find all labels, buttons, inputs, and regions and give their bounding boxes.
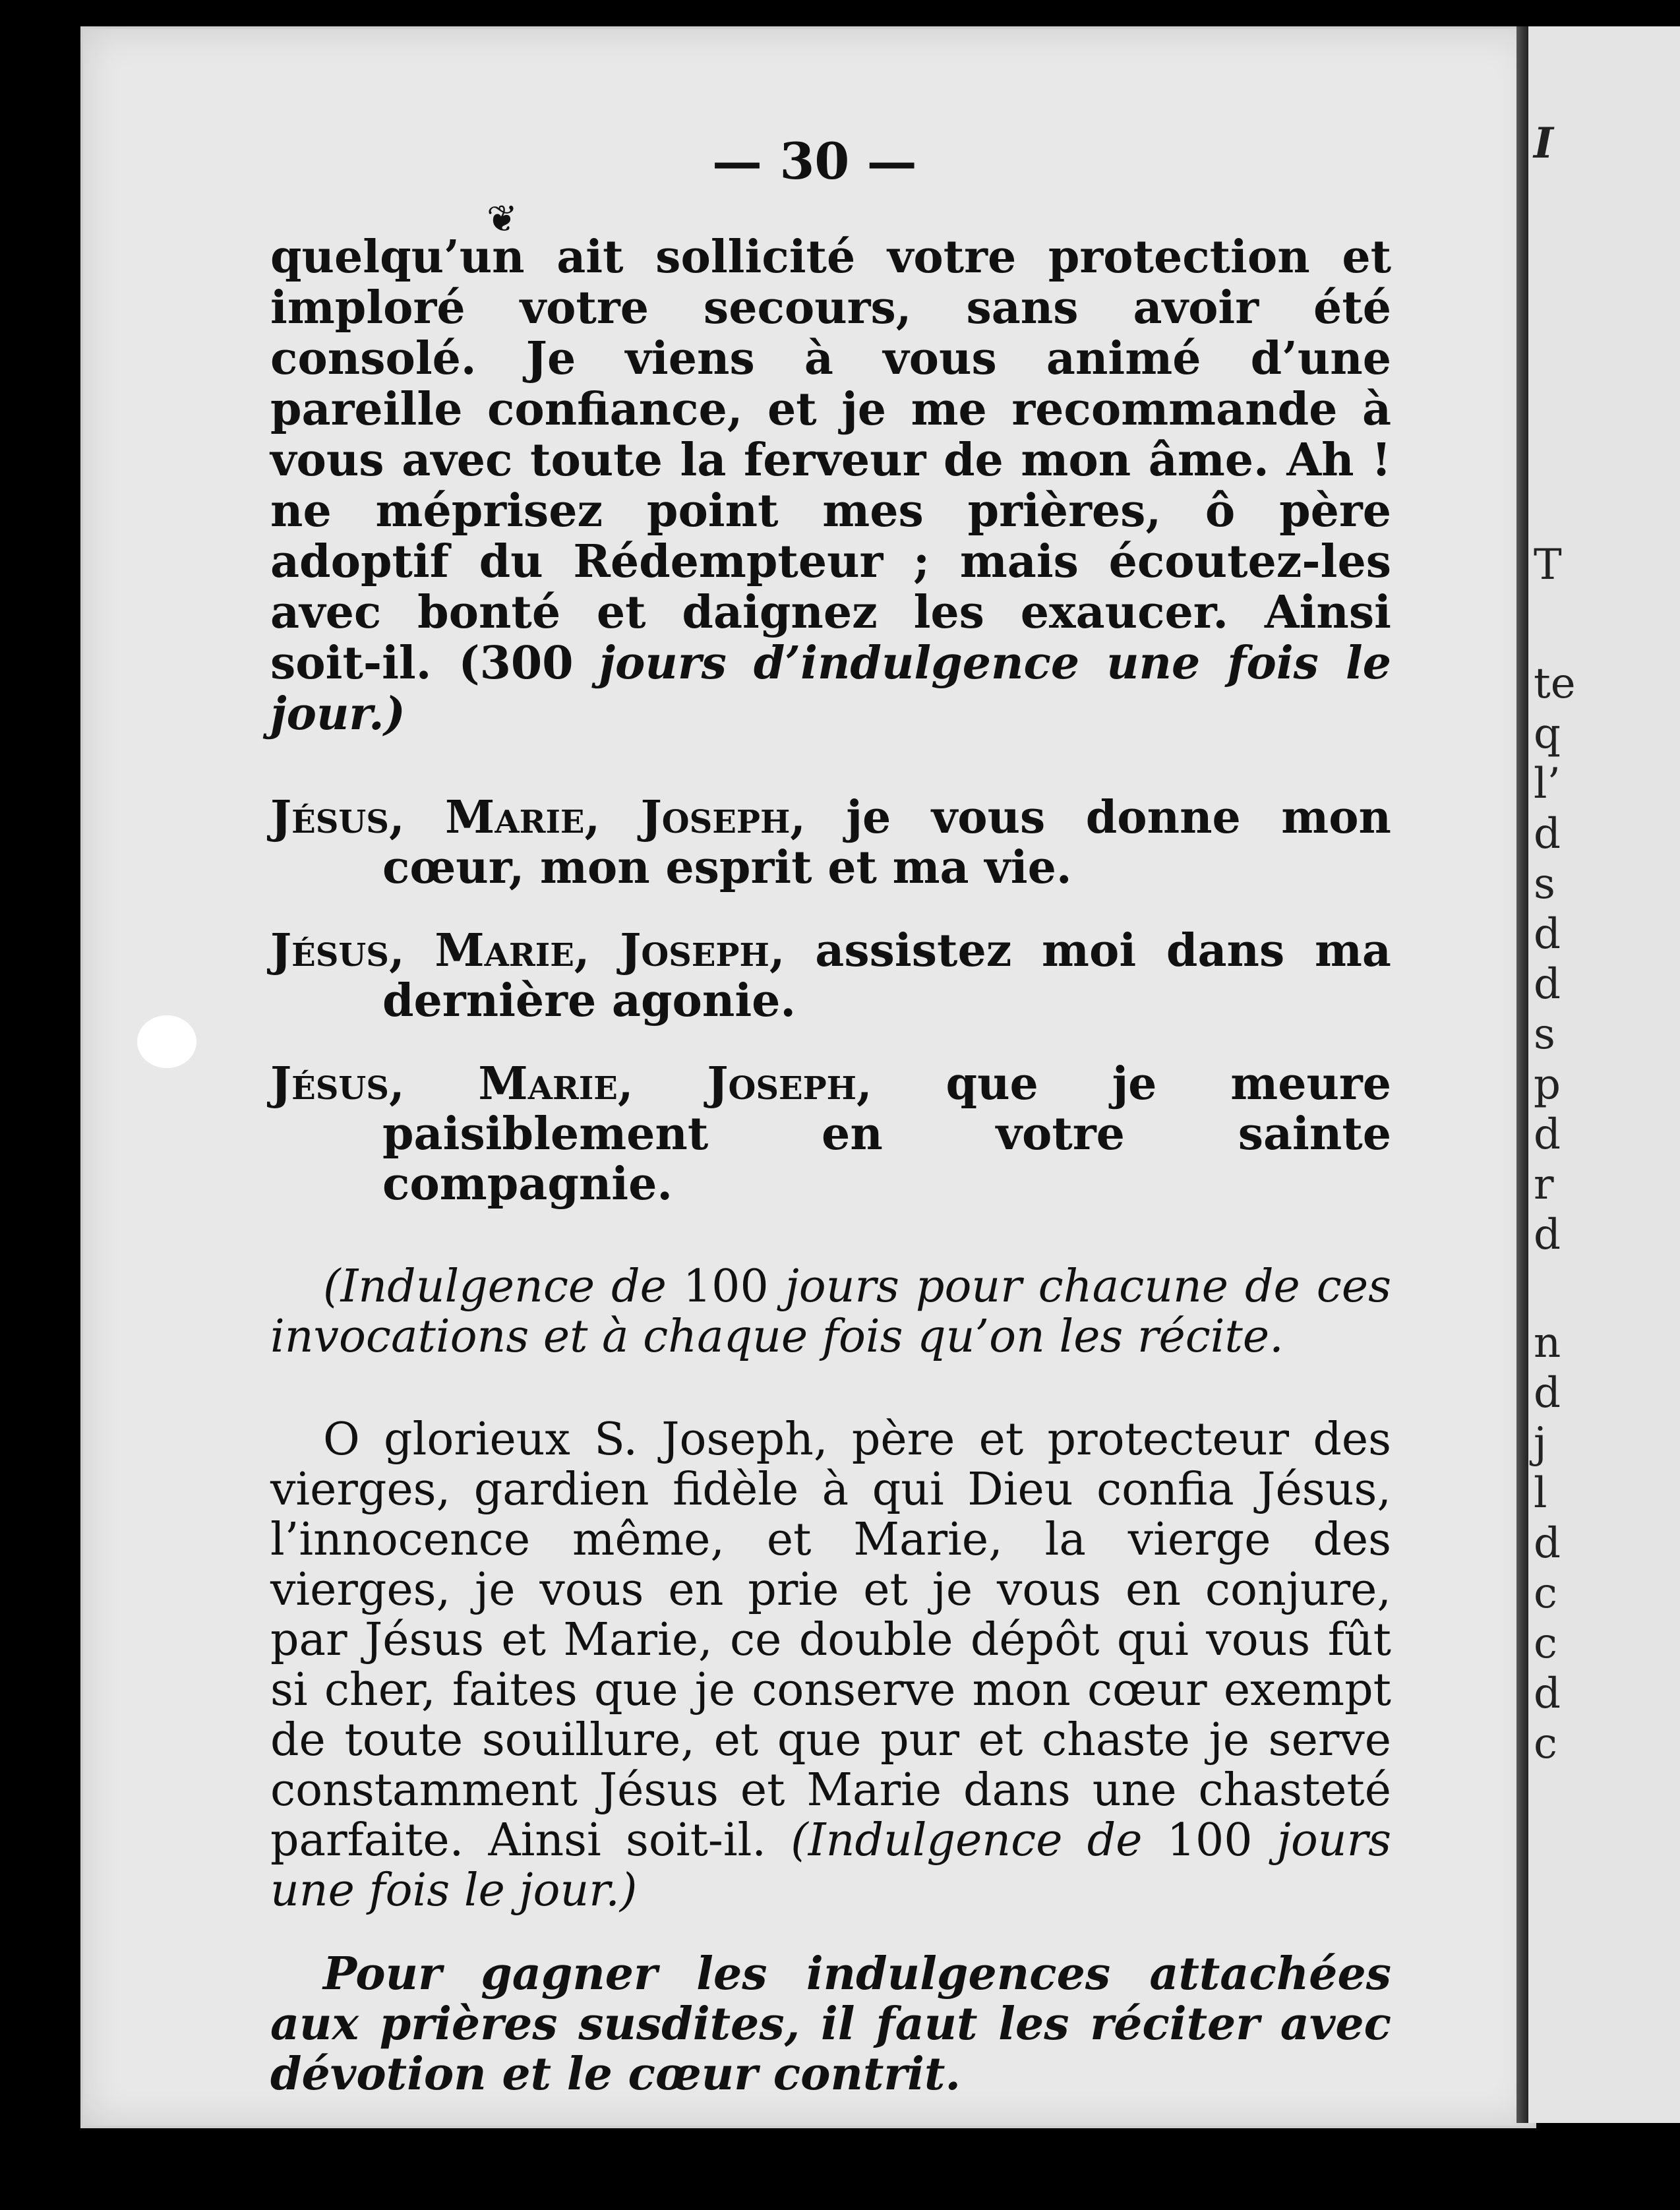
- right-page-fragment: l: [1534, 1469, 1547, 1518]
- invocation-names: Jésus, Marie, Joseph,: [270, 791, 806, 844]
- right-page-fragment: d: [1534, 960, 1561, 1009]
- prayer-text: O glorieux S. Joseph, père et protecteur des vierges, gardien fidèle à qui Dieu confia Jésus, l’innocence même, et Marie, la vierge des vierges, je vous en prie et je vous en conjure, par Jésus et Marie, ce double dépôt qui vous fût si cher, faites que je conserve mon cœur exempt de toute souillure, et que pur et chaste je serve constamment Jésus et Marie dans une chasteté parfaite. Ainsi soit-il.: [270, 1414, 1391, 1867]
- right-page-fragment: c: [1534, 1619, 1557, 1668]
- closing-instruction: Pour gagner les indulgences attachées aux prières susdites, il faut les réciter avec dévotion et le cœur contrit.: [270, 1948, 1391, 2101]
- indulgence-note-paragraph: [270, 1262, 1391, 1362]
- invocation-text: assistez moi dans ma dernière agonie.: [382, 924, 1391, 1027]
- note-number: 100: [1166, 1814, 1253, 1867]
- right-page-fragment: T: [1534, 541, 1562, 589]
- page-body: [270, 232, 1391, 2099]
- invocation-names: Jésus, Marie, Joseph,: [270, 1058, 872, 1110]
- paper-blemish: [137, 1015, 196, 1068]
- invocation-2: [270, 926, 1391, 1026]
- prayer-paragraph: [270, 1415, 1391, 1916]
- prayer-text: quelqu’un ait sollicité votre protection et imploré votre secours, sans avoir été consolé. Je viens à vous animé d’une pareille confiance, et je me recommande à vous avec toute la ferveur de mon âme. Ah ! ne méprisez point mes prières, ô père adoptif du Rédempteur ; mais écoutez-les avec bonté et daignez les exaucer. Ainsi soit-il. (300: [270, 231, 1391, 690]
- right-page-fragment: l’: [1534, 760, 1561, 808]
- invocation-3: [270, 1059, 1391, 1209]
- right-page-fragment: n: [1534, 1319, 1561, 1367]
- indulgence-note: jours une fois le jour.): [270, 1814, 1391, 1917]
- right-page: [1528, 26, 1680, 2123]
- page-number: — 30 —: [712, 132, 917, 191]
- right-page-fragment: te: [1534, 659, 1576, 708]
- right-page-fragment: p: [1534, 1060, 1561, 1109]
- right-page-fragment: d: [1534, 910, 1561, 959]
- right-page-fragment: c: [1534, 1719, 1557, 1768]
- right-page-fragment: d: [1534, 1369, 1561, 1418]
- prayer-paragraph: [270, 232, 1391, 740]
- invocation-text: je vous donne mon cœur, mon esprit et ma vie.: [382, 791, 1391, 894]
- book-gutter: [1516, 26, 1528, 2123]
- invocation-1: [270, 792, 1391, 893]
- right-page-fragment: I: [1534, 119, 1553, 168]
- right-page-fragment: q: [1534, 709, 1561, 758]
- right-page-fragment: d: [1534, 1669, 1561, 1718]
- right-page-fragment: s: [1534, 1010, 1555, 1059]
- right-page-fragment: d: [1534, 1210, 1561, 1259]
- note-number: 100: [682, 1261, 769, 1313]
- indulgence-note: jours d’indulgence une fois le jour.): [270, 637, 1391, 740]
- note-text: jours pour chacune de ces invocations et à chaque fois qu’on les récite.: [270, 1261, 1392, 1363]
- invocation-names: Jésus, Marie, Joseph,: [270, 924, 785, 977]
- indulgence-note: (Indulgence de: [791, 1814, 1167, 1867]
- right-page-fragment: r: [1534, 1160, 1554, 1209]
- right-page-fragment: d: [1534, 1110, 1561, 1159]
- right-page-fragment: c: [1534, 1569, 1557, 1618]
- right-page-fragment: s: [1534, 860, 1555, 909]
- fleuron-ornament-icon: ❦: [487, 198, 518, 241]
- right-page-fragment: d: [1534, 810, 1561, 858]
- note-text: (Indulgence de: [323, 1261, 683, 1313]
- right-page-fragment: j: [1534, 1419, 1547, 1468]
- invocation-text: que je meure paisiblement en votre sainte compagnie.: [382, 1058, 1391, 1210]
- right-page-fragment: d: [1534, 1519, 1561, 1568]
